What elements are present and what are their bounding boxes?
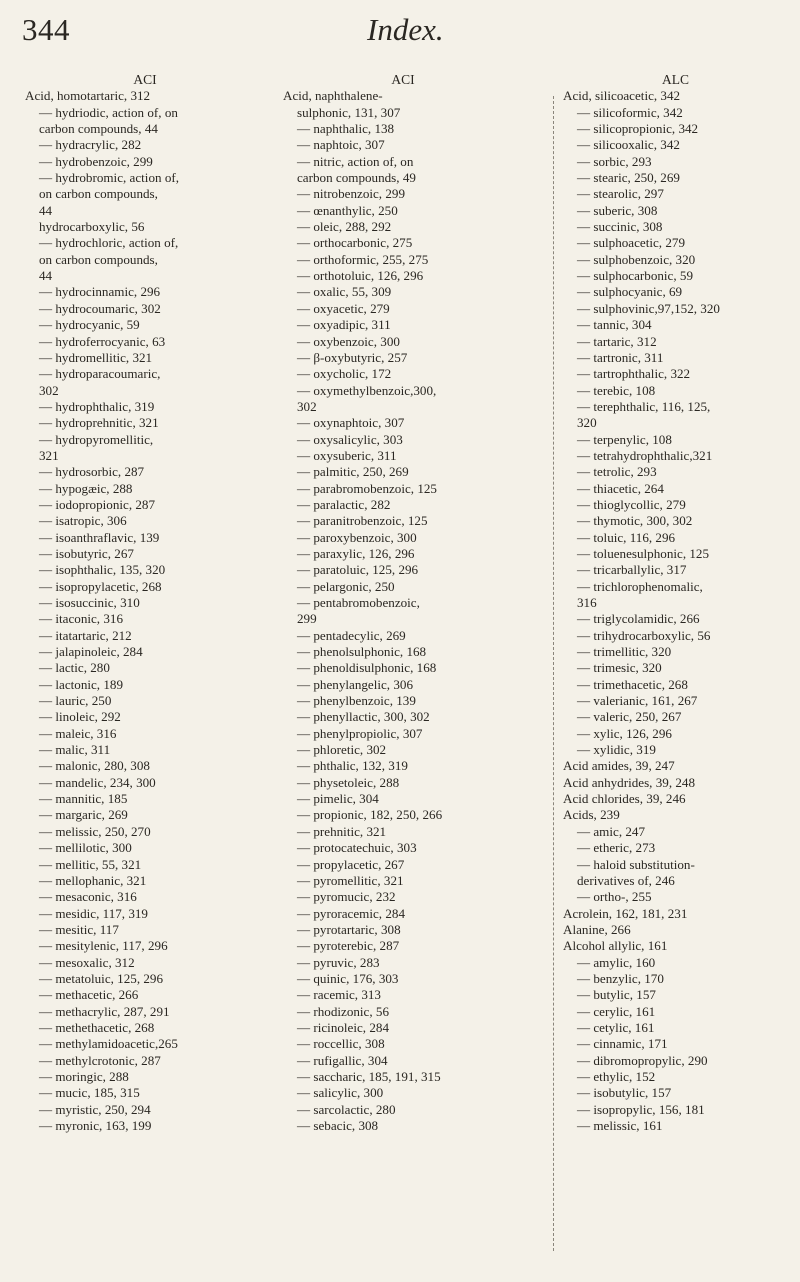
index-entry: — lactonic, 189 [39,676,123,692]
index-entry: 320 [577,415,597,431]
index-entry: — tartronic, 311 [577,349,664,365]
index-entry: — paroxybenzoic, 300 [297,529,417,545]
index-entry: — phenylpropiolic, 307 [297,725,423,741]
index-entry: — triglycolamidic, 266 [577,611,700,627]
index-entry: 316 [577,595,597,610]
index-entry: — terephthalic, 116, 125, [577,398,711,414]
index-entry: — silicoformic, 342 [577,104,683,120]
index-entry: — palmitic, 250, 269 [297,464,409,480]
index-entry: — pentadecylic, 269 [297,627,406,643]
index-entry: — oxybenzoic, 300 [297,333,400,349]
page-title: Index. [367,12,444,47]
index-entry: — trimethacetic, 268 [577,676,688,692]
index-entry: — phenyllactic, 300, 302 [297,709,430,725]
index-entry: sulphonic, 131, 307 [297,104,401,120]
index-entry: — mellilotic, 300 [39,840,132,856]
index-entry: — phenylangelic, 306 [297,676,413,692]
index-entry: 44 [39,268,53,284]
index-entry: Acid, homotartaric, 312 [25,88,151,104]
index-entry: carbon compounds, 44 [39,121,158,137]
index-entry: Alanine, 266 [563,921,631,937]
index-entry: — itatartaric, 212 [39,627,132,643]
index-entry: — sorbic, 293 [577,153,652,169]
index-entry: — tetrolic, 293 [577,464,657,480]
index-entry: — haloid substitution- [577,856,695,872]
index-entry: Acrolein, 162, 181, 231 [563,905,688,921]
index-entry: — jalapinoleic, 284 [39,644,143,660]
index-entry: — stearolic, 297 [577,186,664,202]
index-entry: — sulphocyanic, 69 [577,284,683,300]
index-entry: — ethylic, 152 [577,1068,656,1084]
index-entry: — thioglycollic, 279 [577,496,686,512]
index-entry: — cerylic, 161 [577,1003,656,1019]
index-entry: — terebic, 108 [577,382,656,398]
index-entry: — iodopropionic, 287 [39,496,156,512]
index-entry: — isopropylacetic, 268 [39,578,162,594]
index-entry: — mellitic, 55, 321 [39,856,142,872]
index-entry: — sebacic, 308 [297,1118,379,1133]
index-entry: — thymotic, 300, 302 [577,513,693,529]
index-entry: — mesaconic, 316 [39,889,137,905]
index-entry: — phloretic, 302 [297,742,387,758]
index-entry: — hydracrylic, 282 [39,137,142,153]
index-entry: — sulphovinic,97,152, 320 [577,300,720,316]
index-entry: — paratoluic, 125, 296 [297,562,419,578]
index-entry: — linoleic, 292 [39,709,121,725]
index-entry: — protocatechuic, 303 [297,840,417,856]
index-entry: — isatropic, 306 [39,513,127,529]
index-entry: — hydrosorbic, 287 [39,464,145,480]
index-entry: — ricinoleic, 284 [297,1019,389,1035]
index-entry: — cetylic, 161 [577,1019,655,1035]
index-entry: — hypogæic, 288 [39,480,133,496]
index-entry: — saccharic, 185, 191, 315 [297,1068,441,1084]
index-entry: — hydropyromellitic, [39,431,154,447]
index-entry: — tricarballylic, 317 [577,562,687,578]
index-entry: — naphthalic, 138 [297,121,395,137]
index-entry: Acid anhydrides, 39, 248 [563,774,696,790]
index-entry: — mesitic, 117 [39,921,119,937]
index-entry: on carbon compounds, [39,186,158,202]
index-entry: — mesoxalic, 312 [39,954,135,970]
index-entry: — amylic, 160 [577,954,656,970]
index-entry: — terpenylic, 108 [577,431,672,447]
index-entry: — thiacetic, 264 [577,480,664,496]
index-entry: — oxyadipic, 311 [297,317,391,333]
index-entry: — trichlorophenomalic, [577,578,703,594]
index-entry: — mannitic, 185 [39,791,128,807]
index-entry: — cinnamic, 171 [577,1036,668,1052]
index-entry: — pelargonic, 250 [297,578,395,594]
index-entry: — paraxylic, 126, 296 [297,545,415,561]
index-entry: Acid, silicoacetic, 342 [563,88,681,104]
index-entry: — hydrophthalic, 319 [39,398,155,414]
index-entry: — sarcolactic, 280 [297,1101,396,1117]
index-entry: hydrocarboxylic, 56 [39,219,145,235]
index-entry: — oxynaphtoic, 307 [297,415,405,431]
index-entry: — silicooxalic, 342 [577,137,680,153]
index-entry: — propionic, 182, 250, 266 [297,807,443,823]
index-entry: — hydrobromic, action of, [39,170,179,186]
index-entry: — salicylic, 300 [297,1085,384,1101]
index-entry: — phenolsulphonic, 168 [297,644,427,660]
index-entry: — isobutylic, 157 [577,1085,672,1101]
index-entry: — succinic, 308 [577,219,663,235]
index-entry: — benzylic, 170 [577,970,664,986]
index-entry: — hydroferrocyanic, 63 [39,333,166,349]
index-entry: Acid amides, 39, 247 [563,758,675,774]
index-entry: — mucic, 185, 315 [39,1085,140,1101]
index-entry: — pyromucic, 232 [297,889,396,905]
index-entry: — xylic, 126, 296 [577,725,672,741]
index-entry: — pyruvic, 283 [297,954,380,970]
index-entry: 299 [297,611,317,627]
index-entry: — phenoldisulphonic, 168 [297,660,437,676]
index-entry: — oxymethylbenzoic,300, [297,382,437,398]
index-entry: — margaric, 269 [39,807,128,823]
index-entry: — rhodizonic, 56 [297,1003,390,1019]
index-entry: — methacetic, 266 [39,987,139,1003]
index-entry: — phenylbenzoic, 139 [297,693,416,709]
index-entry: — physetoleic, 288 [297,774,400,790]
index-column-1 [25,72,265,1134]
index-entry: — isosuccinic, 310 [39,595,140,610]
index-entry: — hydrochloric, action of, [39,235,179,251]
index-entry: — pyroracemic, 284 [297,905,405,921]
index-entry: — mellophanic, 321 [39,872,147,888]
index-entry: — phthalic, 132, 319 [297,758,408,774]
index-entry: — xylidic, 319 [577,742,656,758]
page-header [0,12,800,52]
index-entry: — suberic, 308 [577,202,658,218]
index-entry: — hydromellitic, 321 [39,349,153,365]
page-number: 344 [22,12,70,47]
index-entry: 302 [297,398,317,414]
column-divider [553,96,555,1251]
index-entry: — mandelic, 234, 300 [39,774,156,790]
index-entry: — melissic, 161 [577,1118,663,1133]
index-entry: — valerianic, 161, 267 [577,693,698,709]
index-entry: — silicopropionic, 342 [577,121,699,137]
index-entry: Acids, 239 [563,807,620,823]
index-entry: — prehnitic, 321 [297,823,387,839]
index-entry: carbon compounds, 49 [297,170,416,186]
index-entry: — metatoluic, 125, 296 [39,970,164,986]
index-entry: — naphtoic, 307 [297,137,385,153]
index-entry: — toluenesulphonic, 125 [577,545,710,561]
index-entry: — quinic, 176, 303 [297,970,399,986]
index-entry: — malic, 311 [39,742,111,758]
column-heading: ACI [391,72,415,87]
index-entry: — malonic, 280, 308 [39,758,150,774]
index-entry: — hydrocyanic, 59 [39,317,140,333]
index-entry: — paranitrobenzoic, 125 [297,513,428,529]
index-entry: — tannic, 304 [577,317,652,333]
index-entry: — dibromopropylic, 290 [577,1052,708,1068]
index-entry: — maleic, 316 [39,725,117,741]
index-entry: — isoanthraflavic, 139 [39,529,160,545]
index-entry: — melissic, 250, 270 [39,823,151,839]
index-entry: — paralactic, 282 [297,496,391,512]
index-entry: — toluic, 116, 296 [577,529,676,545]
index-entry: — orthotoluic, 126, 296 [297,268,424,284]
index-entry: derivatives of, 246 [577,872,675,888]
index-entry: — orthoformic, 255, 275 [297,251,429,267]
index-entry: — pyrotartaric, 308 [297,921,401,937]
index-entry: — œnanthylic, 250 [297,202,398,218]
index-entry: — valeric, 250, 267 [577,709,682,725]
index-entry: — isobutyric, 267 [39,545,134,561]
index-entry: — stearic, 250, 269 [577,170,680,186]
index-entry: — itaconic, 316 [39,611,123,627]
index-entry: — oxysalicylic, 303 [297,431,403,447]
index-entry: — pyromellitic, 321 [297,872,404,888]
column-heading: ALC [662,72,689,87]
index-entry: — methethacetic, 268 [39,1019,155,1035]
index-entry: — oxysuberic, 311 [297,447,397,463]
index-entry: — pentabromobenzoic, [297,595,420,610]
index-entry: — isophthalic, 135, 320 [39,562,166,578]
index-entry: — methylcrotonic, 287 [39,1052,161,1068]
index-entry: — pimelic, 304 [297,791,379,807]
index-entry: — tartrophthalic, 322 [577,366,691,382]
index-entry: — pyroterebic, 287 [297,938,400,954]
index-entry: Acid chlorides, 39, 246 [563,791,686,807]
index-entry: — β-oxybutyric, 257 [297,349,408,365]
index-entry: — propylacetic, 267 [297,856,405,872]
index-entry: — oxycholic, 172 [297,366,392,382]
index-entry: — sulphobenzoic, 320 [577,251,696,267]
index-entry: — hydrobenzoic, 299 [39,153,153,169]
index-entry: — hydroparacoumaric, [39,366,161,382]
index-entry: — nitric, action of, on [297,153,414,169]
index-entry: — lactic, 280 [39,660,110,676]
index-entry: — lauric, 250 [39,693,112,709]
index-entry: — amic, 247 [577,823,646,839]
index-entry: — butylic, 157 [577,987,656,1003]
index-entry: — sulphoacetic, 279 [577,235,685,251]
index-entry: — hydriodic, action of, on [39,104,178,120]
index-entry: — tetrahydrophthalic,321 [577,447,713,463]
index-entry: — ortho-, 255 [577,889,652,905]
index-entry: — orthocarbonic, 275 [297,235,413,251]
index-entry: — trimesic, 320 [577,660,662,676]
index-entry: — racemic, 313 [297,987,381,1003]
index-entry: — mesitylenic, 117, 296 [39,938,168,954]
index-entry: — oxyacetic, 279 [297,300,390,316]
index-entry: — isopropylic, 156, 181 [577,1101,705,1117]
index-entry: — hydroprehnitic, 321 [39,415,159,431]
index-entry: — trimellitic, 320 [577,644,672,660]
index-column-2 [283,72,523,1134]
index-entry: — oxalic, 55, 309 [297,284,392,300]
index-entry: — mesidic, 117, 319 [39,905,148,921]
index-entry: 44 [39,202,53,218]
index-entry: — methylamidoacetic,265 [39,1036,178,1052]
index-entry: on carbon compounds, [39,251,158,267]
index-entry: — myronic, 163, 199 [39,1118,152,1133]
index-entry: — rufigallic, 304 [297,1052,388,1068]
index-entry: — roccellic, 308 [297,1036,385,1052]
index-entry: Acid, naphthalene- [283,88,383,104]
index-entry: — trihydrocarboxylic, 56 [577,627,711,643]
index-entry: — hydrocinnamic, 296 [39,284,161,300]
index-entry: — myristic, 250, 294 [39,1101,151,1117]
index-entry: — etheric, 273 [577,840,656,856]
column-heading: ACI [133,72,157,87]
index-column-3 [563,72,788,1134]
index-entry: — parabromobenzoic, 125 [297,480,437,496]
index-entry: — oleic, 288, 292 [297,219,392,235]
index-entry: 321 [39,447,59,463]
index-entry: — tartaric, 312 [577,333,657,349]
index-entry: — methacrylic, 287, 291 [39,1003,170,1019]
index-entry: 302 [39,382,59,398]
index-entry: — hydrocoumaric, 302 [39,300,161,316]
index-entry: — nitrobenzoic, 299 [297,186,405,202]
index-entry: Alcohol allylic, 161 [563,938,668,954]
index-entry: — moringic, 288 [39,1068,129,1084]
index-entry: — sulphocarbonic, 59 [577,268,694,284]
